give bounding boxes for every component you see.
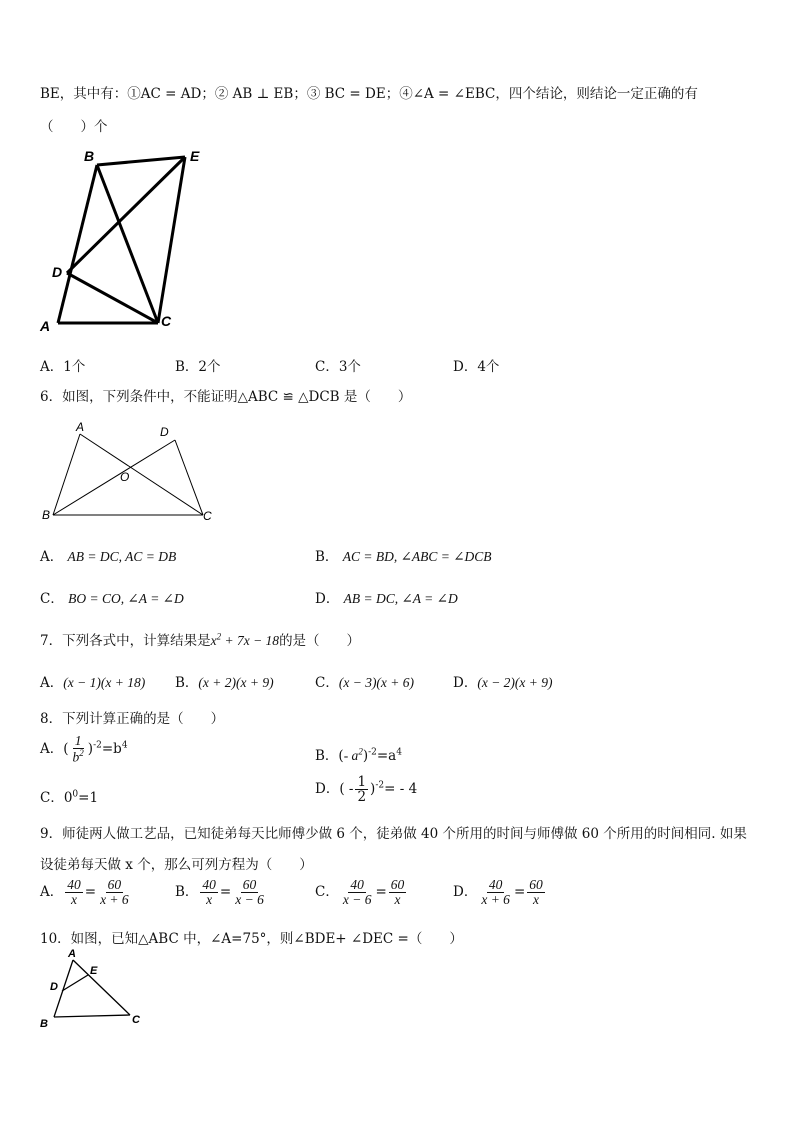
q9-option-a[interactable]: A． $\frac{40}{x}$ = $\frac{60}{x + 6}$ — [40, 877, 129, 908]
q8-stem: 8．下列计算正确的是（ ） — [40, 711, 225, 727]
q6-option-b[interactable]: B． AC = BD, ∠ABC = ∠DCB — [315, 549, 492, 565]
q9-stem-line2: 设徒弟每天做 x 个，那么可列方程为（ ） — [40, 857, 313, 873]
q6-option-c[interactable]: C． BO = CO, ∠A = ∠D — [40, 591, 184, 607]
q9-option-d[interactable]: D． $\frac{40}{x + 6}$ = $\frac{60}{x}$ — [453, 877, 543, 908]
q5-option-c[interactable]: C．3个 — [315, 359, 361, 375]
q9-option-c[interactable]: C． $\frac{40}{x - 6}$ = $\frac{60}{x}$ — [315, 877, 405, 908]
q9-option-b[interactable]: B． $\frac{40}{x}$ = $\frac{60}{x - 6}$ — [175, 877, 264, 908]
q5-segment-bc — [97, 165, 158, 323]
q10-segment-bc — [54, 1015, 130, 1017]
q10-label-b: B — [40, 1018, 48, 1030]
q9-stem-line1: 9．师徒两人做工艺品，已知徒弟每天比师傅少做 6 个，徒弟做 40 个所用的时间与师傅做 60 个所用的时间相同. 如果 — [40, 826, 747, 842]
q7-option-c[interactable]: C．(x − 3)(x + 6) — [315, 675, 415, 691]
q6-segment-ab — [53, 434, 80, 515]
q6-label-d: D — [160, 425, 169, 439]
q10-figure — [30, 945, 160, 1035]
q5-segment-ec — [158, 157, 185, 323]
q6-label-c: C — [203, 509, 212, 523]
q5-segment-ba — [58, 165, 97, 323]
q5-segment-be — [97, 157, 185, 165]
q6-figure — [35, 418, 225, 528]
q5-label-e: E — [190, 148, 200, 164]
q10-label-c: C — [132, 1014, 140, 1026]
q5-option-a[interactable]: A．1个 — [40, 359, 86, 375]
q10-stem: 10．如图，已知△ABC 中，∠A=75°，则∠BDE+ ∠DEC =（ ） — [40, 931, 463, 947]
q8-option-b[interactable]: B．(- $a^2)^{-2}=a^4$ — [315, 746, 402, 764]
q6-label-o: O — [120, 470, 130, 484]
q5-figure — [30, 145, 210, 340]
q7-option-a[interactable]: A．(x − 1)(x + 18) — [40, 675, 146, 691]
q10-label-a: A — [68, 948, 76, 960]
q6-segment-bd — [53, 440, 175, 515]
q5-segment-dc — [67, 273, 158, 323]
q5-label-c: C — [161, 313, 172, 329]
q6-option-d[interactable]: D． AB = DC, ∠A = ∠D — [315, 591, 458, 607]
q6-label-a: A — [76, 420, 85, 434]
q6-segment-dc — [175, 440, 203, 515]
q8-option-c[interactable]: C．$0^0=1$ — [40, 789, 99, 806]
q8-option-a[interactable]: A．( $\frac{1}{b^2}$ )$^{-2}=b^4$ — [40, 733, 128, 765]
q5-label-b: B — [84, 148, 95, 164]
q8-option-d[interactable]: D．( - $\frac{1}{2}$ )$^{-2}$= - 4 — [315, 774, 418, 806]
q5-label-a: A — [40, 318, 51, 334]
q5-label-d: D — [52, 264, 63, 280]
q6-label-b: B — [42, 508, 51, 522]
q5-stem-line2: （ ）个 — [40, 119, 108, 135]
q6-stem: 6．如图，下列条件中，不能证明△ABC ≌ △DCB 是（ ） — [40, 389, 412, 405]
q5-stem-line1: BE，其中有：①AC = AD；② AB ⊥ EB；③ BC = DE；④∠A = ∠EBC，四个结论，则结论一定正确的有 — [40, 86, 698, 102]
q5-option-d[interactable]: D．4个 — [453, 359, 500, 375]
q6-option-a[interactable]: A． AB = DC, AC = DB — [40, 549, 177, 565]
q5-option-b[interactable]: B．2个 — [175, 359, 221, 375]
q10-label-e: E — [90, 965, 98, 977]
q6-segment-ac — [80, 434, 203, 515]
q10-segment-ac — [73, 960, 130, 1015]
q10-label-d: D — [50, 981, 58, 993]
q7-option-b[interactable]: B．(x + 2)(x + 9) — [175, 675, 274, 691]
q7-stem: 7．下列各式中，计算结果是$x^2 + 7x - 18$的是（ ） — [40, 631, 361, 649]
q7-option-d[interactable]: D．(x − 2)(x + 9) — [453, 675, 553, 691]
